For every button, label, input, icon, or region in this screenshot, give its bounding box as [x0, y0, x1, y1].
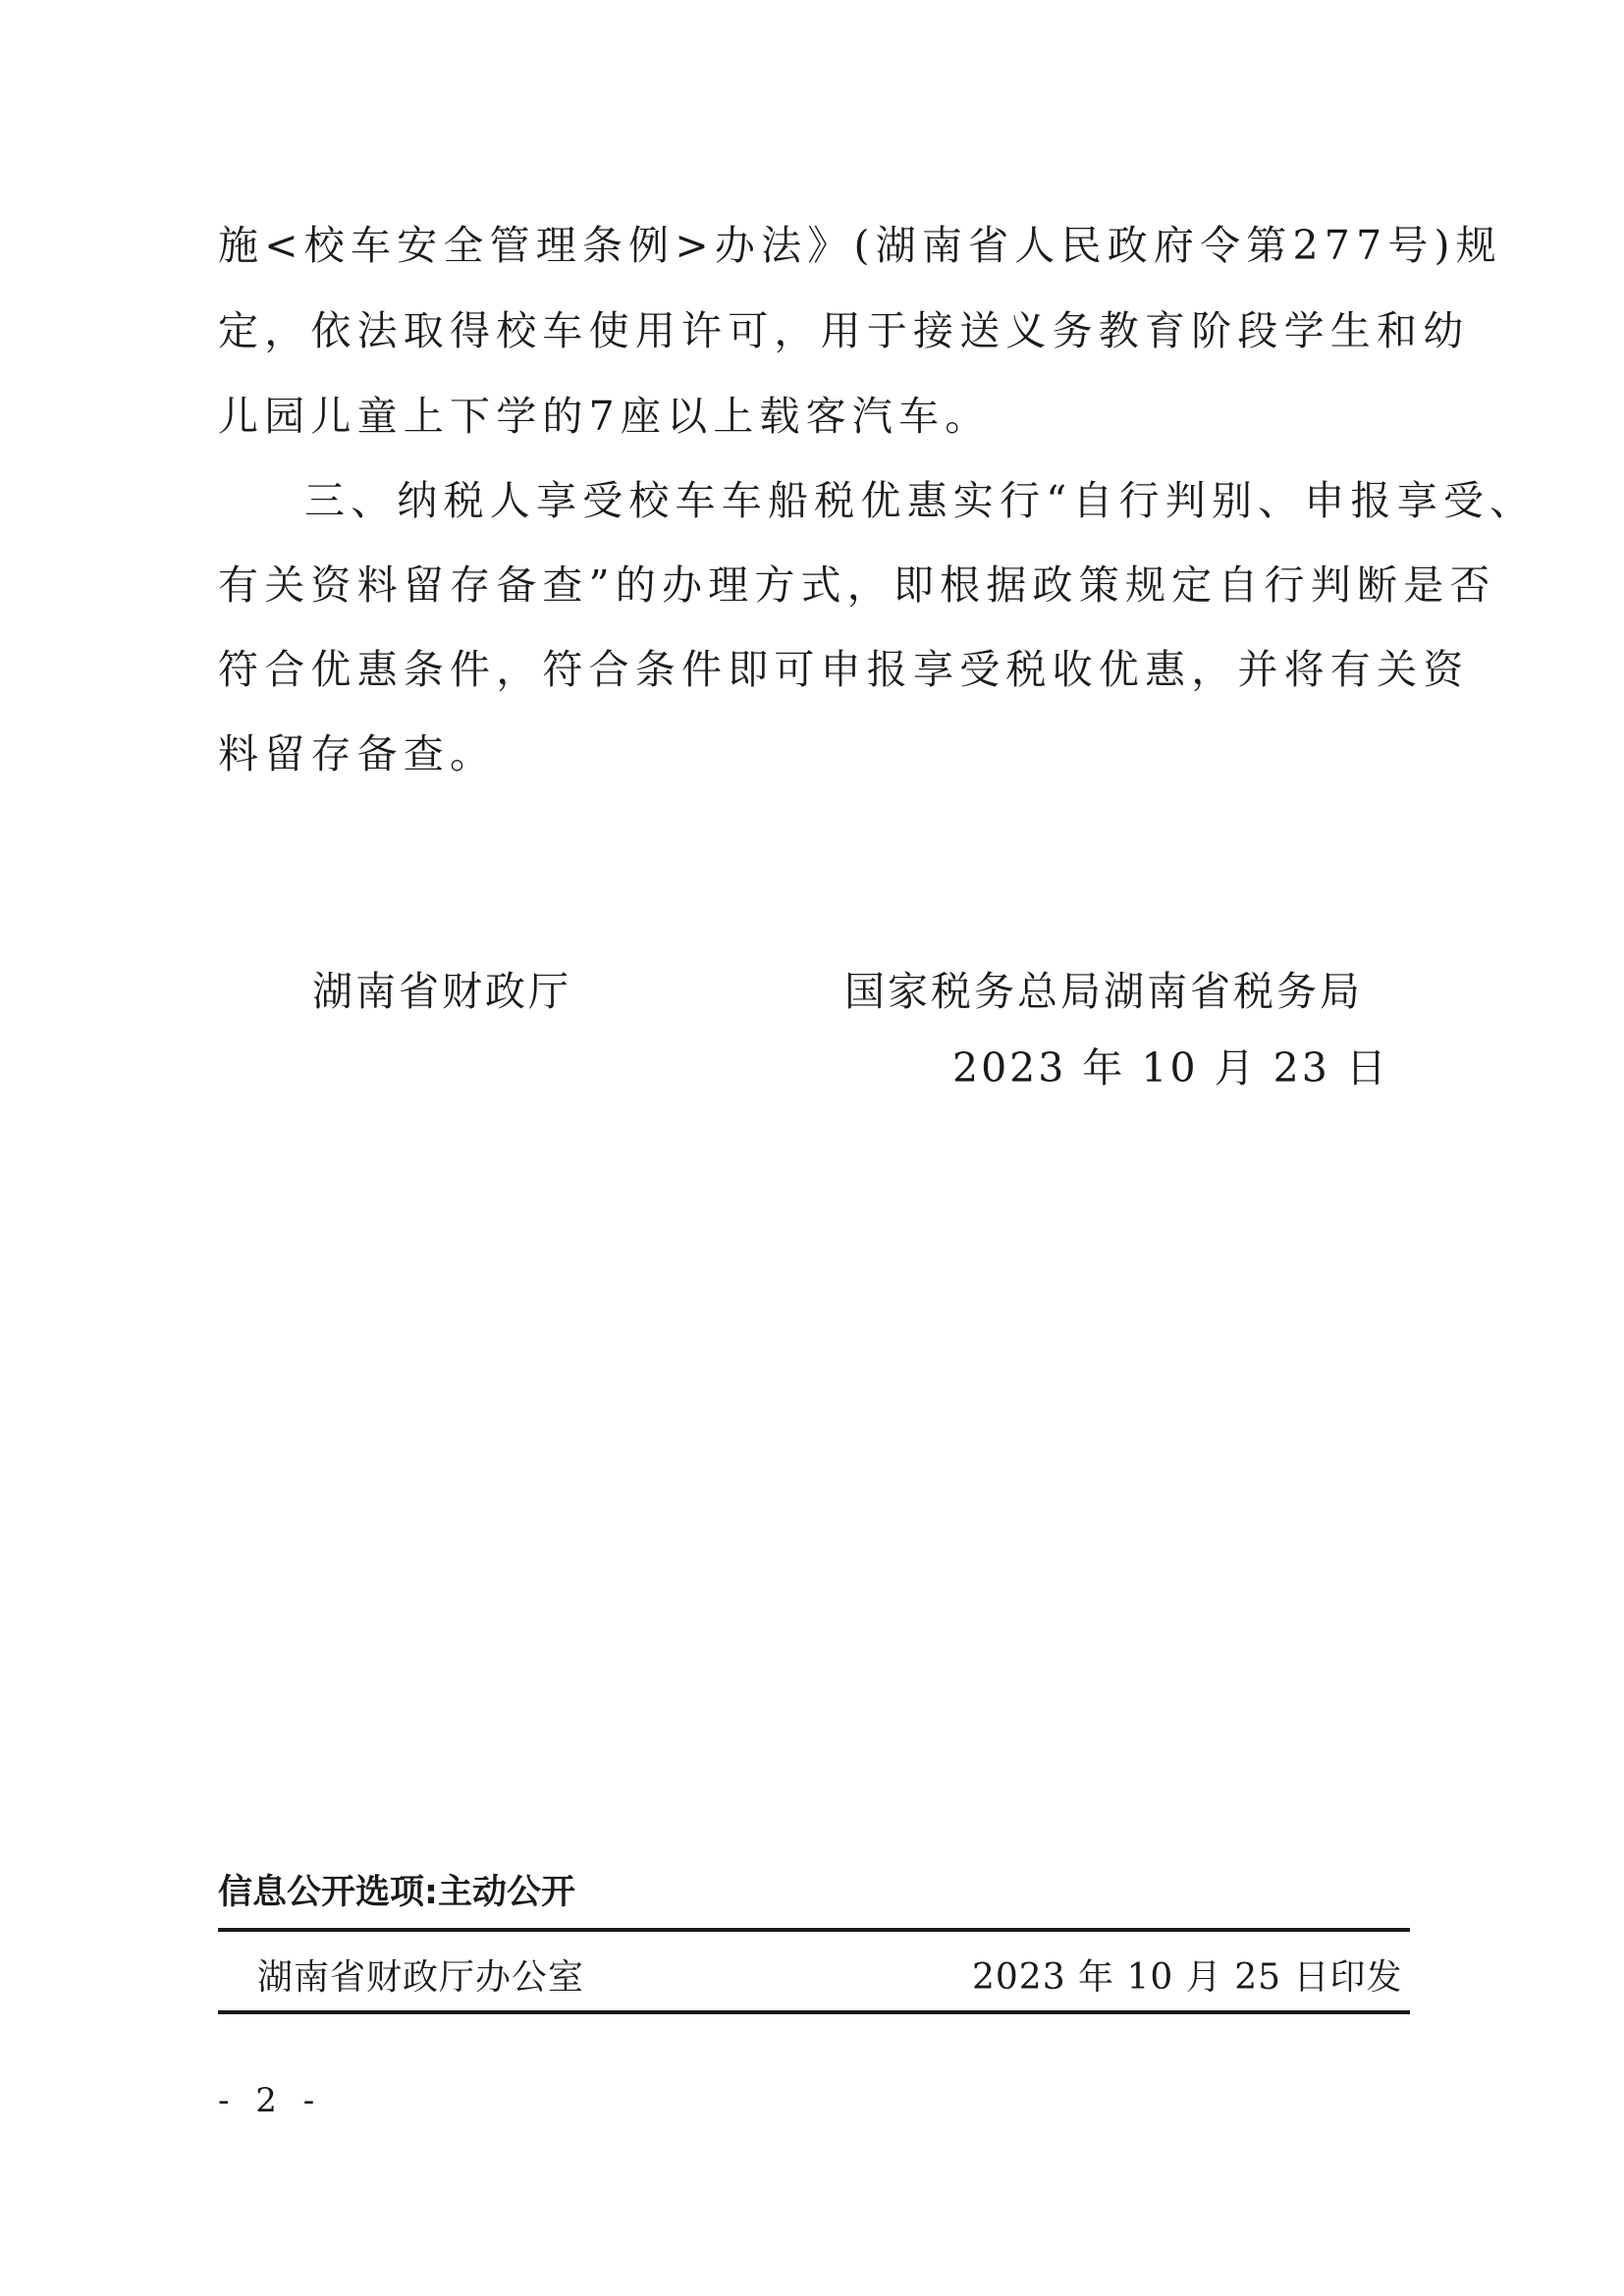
- body-line-1: 施<校车安全管理条例>办法》(湖南省人民政府令第277号)规: [218, 222, 1502, 269]
- print-date: 2023 年 10 月 25 日印发: [972, 1957, 1403, 1998]
- body-line-3: 儿园儿童上下学的7座以上载客汽车。: [218, 393, 992, 440]
- body-line-5: 有关资料留存备查”的办理方式，即根据政策规定自行判断是否: [218, 561, 1496, 609]
- issue-date: 2023 年 10 月 23 日: [952, 1044, 1389, 1092]
- issuer-finance-department: 湖南省财政厅: [312, 968, 571, 1015]
- body-line-6: 符合优惠条件，符合条件即可申报享受税收优惠，并将有关资: [218, 646, 1470, 693]
- page-number: - 2 -: [218, 2081, 323, 2120]
- footer-bottom-rule: [218, 2010, 1410, 2014]
- body-line-2: 定，依法取得校车使用许可，用于接送义务教育阶段学生和幼: [218, 307, 1470, 354]
- issuing-office: 湖南省财政厅办公室: [257, 1957, 585, 1998]
- disclosure-option: 信息公开选项:主动公开: [218, 1873, 575, 1912]
- footer-top-rule: [218, 1928, 1410, 1932]
- body-line-7: 料留存备查。: [218, 730, 497, 777]
- body-line-4: 三、纳税人享受校车车船税优惠实行“自行判别、申报享受、: [304, 477, 1537, 524]
- issuer-tax-bureau: 国家税务总局湖南省税务局: [844, 968, 1363, 1015]
